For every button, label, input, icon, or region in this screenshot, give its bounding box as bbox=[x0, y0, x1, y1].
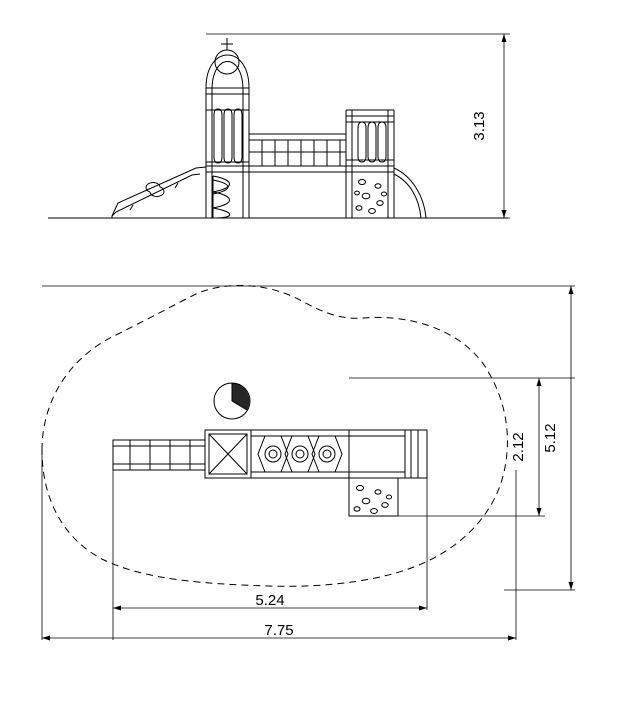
tower-structure bbox=[206, 38, 249, 218]
dimension-label-5-24: 5.24 bbox=[255, 592, 285, 609]
bridge-section bbox=[249, 134, 346, 172]
plan-tower-square bbox=[205, 430, 251, 478]
slide-assembly bbox=[112, 167, 206, 218]
plan-climbing-wall bbox=[349, 478, 398, 516]
dimension-label-5-12: 5.12 bbox=[542, 423, 559, 453]
plan-right-ladder bbox=[405, 430, 427, 478]
plan-circle-feature bbox=[214, 383, 250, 419]
right-curved-slide bbox=[394, 168, 426, 218]
climbing-wall bbox=[352, 172, 388, 218]
top-plan-view bbox=[42, 285, 575, 640]
dimension-label-7-75: 7.75 bbox=[264, 622, 294, 639]
dimension-5-12 bbox=[569, 286, 574, 590]
plan-right-tower bbox=[349, 430, 405, 478]
dimension-label-2-12: 2.12 bbox=[510, 432, 527, 462]
plan-slide bbox=[113, 440, 205, 470]
plan-bridge bbox=[251, 430, 349, 478]
dimension-label-height: 3.13 bbox=[471, 111, 488, 141]
front-elevation-view bbox=[48, 34, 510, 218]
spiral-climber bbox=[213, 176, 230, 218]
dimension-2-12 bbox=[537, 378, 542, 516]
right-tower bbox=[346, 110, 394, 218]
